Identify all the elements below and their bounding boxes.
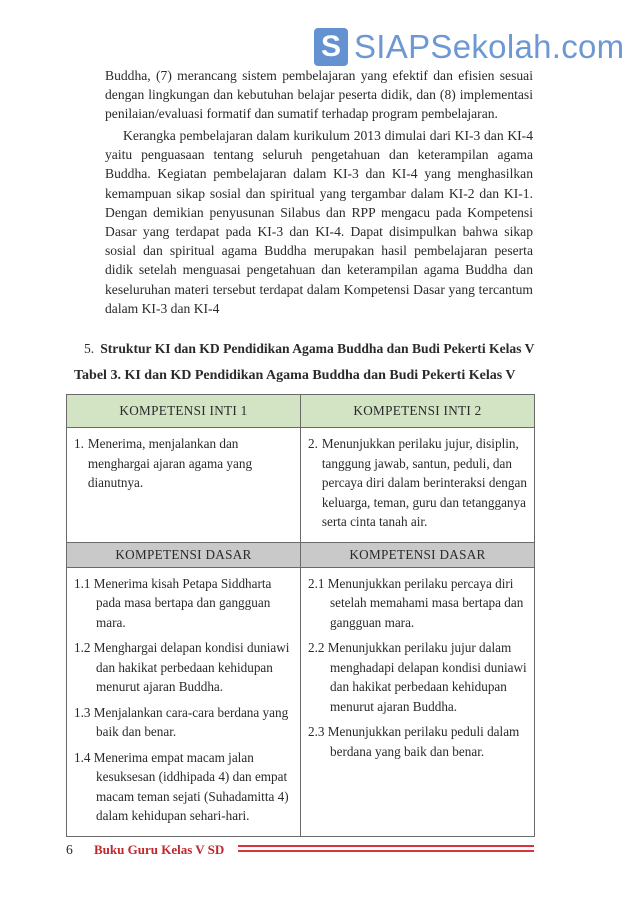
watermark-logo-icon: S — [314, 28, 348, 66]
kd-item: 2.1 Menunjukkan perilaku percaya diri setelah memahami masa bertapa dan gangguan mara. — [308, 575, 524, 630]
kd-content-row — [67, 567, 535, 836]
section-heading — [84, 341, 534, 357]
section-number: 5. — [84, 341, 95, 356]
ki-item — [308, 434, 527, 532]
section-title: Struktur KI dan KD Pendidikan Agama Buddha dan Budi Pekerti Kelas V — [100, 341, 535, 356]
ki-cell-1 — [67, 428, 301, 543]
kd-item: 1.1 Menerima kisah Petapa Siddharta pada masa bertapa dan gangguan mara. — [74, 575, 272, 630]
kd-header-row — [67, 542, 535, 567]
kd-item: 2.3 Menunjukkan perilaku peduli dalam berdana yang baik dan benar. — [308, 724, 520, 759]
kd-item: 1.2 Menghargai delapan kondisi duniawi dan hakikat perbedaan kehidupan menurut ajaran Buddha. — [74, 640, 290, 694]
ki-cell-2 — [301, 428, 535, 543]
kd-item: 1.4 Menerima empat macam jalan kesuksesan (iddhipada 4) dan empat macam teman sejati (Suhadamitta 4) dalam kehidupan sehari-hari. — [74, 749, 289, 823]
ki-item-text: Menunjukkan perilaku jujur, disiplin, tanggung jawab, santun, peduli, dan percaya diri dalam berinteraksi dengan keluarga, teman, guru dan tetangganya serta cinta tanah air. — [321, 436, 527, 529]
ki-content-row — [67, 428, 535, 543]
ki-kd-table — [66, 394, 535, 837]
kd-cell-right — [301, 567, 535, 836]
paragraph-1: Buddha, (7) merancang sistem pembelajaran yang efektif dan efisien sesuai dengan lingkungan dan kebutuhan belajar peserta didik, dan (8) implementasi penilaian/evaluasi formatif dan sumatif terhadap program pembelajaran. — [105, 68, 533, 122]
ki-item — [74, 434, 293, 493]
ki-header-1: KOMPETENSI INTI 1 — [67, 395, 301, 428]
footer-divider — [238, 845, 534, 852]
ki-item-text: Menerima, menjalankan dan menghargai ajaran agama yang dianutnya. — [87, 436, 253, 490]
kd-item: 1.3 Menjalankan cara-cara berdana yang baik dan benar. — [74, 704, 289, 739]
kd-item: 2.2 Menunjukkan perilaku jujur dalam menghadapi delapan kondisi duniawi dan hakikat perbedaan kehidupan menurut ajaran Buddha. — [308, 640, 527, 714]
ki-header-2: KOMPETENSI INTI 2 — [301, 395, 535, 428]
table-caption: Tabel 3. KI dan KD Pendidikan Agama Buddha dan Budi Pekerti Kelas V — [74, 368, 516, 383]
paragraph-2: Kerangka pembelajaran dalam kurikulum 2013 dimulai dari KI-3 dan KI-4 yaitu penguasaan tentang seluruh pengetahuan dan keterampilan agama Buddha. Kegiatan pembelajaran dalam KI-3 dan KI-4 yang menghasilkan kemampuan sikap sosial dan spiritual yang tergambar dalam KI-2 dan KI-1. Dengan demikian penyusunan Silabus dan RPP mengacu pada Kompetensi Dasar yang terdapat pada KI-3 dan KI-4. Dapat disimpulkan bahwa sikap sosial dan spiritual agama Buddha merupakan hasil pembelajaran peserta didik setelah menguasai pengetahuan dan keterampilan agama Buddha dan keseluruhan materi tersebut terdapat dalam Kompetensi Dasar yang tercantum dalam KI-3 dan KI-4 — [105, 128, 533, 316]
ki-item-number: 1. — [74, 436, 84, 451]
kd-header-1: KOMPETENSI DASAR — [67, 542, 301, 567]
ki-header-row — [67, 395, 535, 428]
footer-book-title: Buku Guru Kelas V SD — [94, 842, 225, 857]
kd-header-2: KOMPETENSI DASAR — [301, 542, 535, 567]
ki-item-number: 2. — [308, 436, 318, 451]
kd-cell-left — [67, 567, 301, 836]
page-number: 6 — [66, 842, 73, 857]
watermark — [314, 28, 624, 66]
watermark-text: SIAPSekolah.com — [354, 28, 625, 65]
